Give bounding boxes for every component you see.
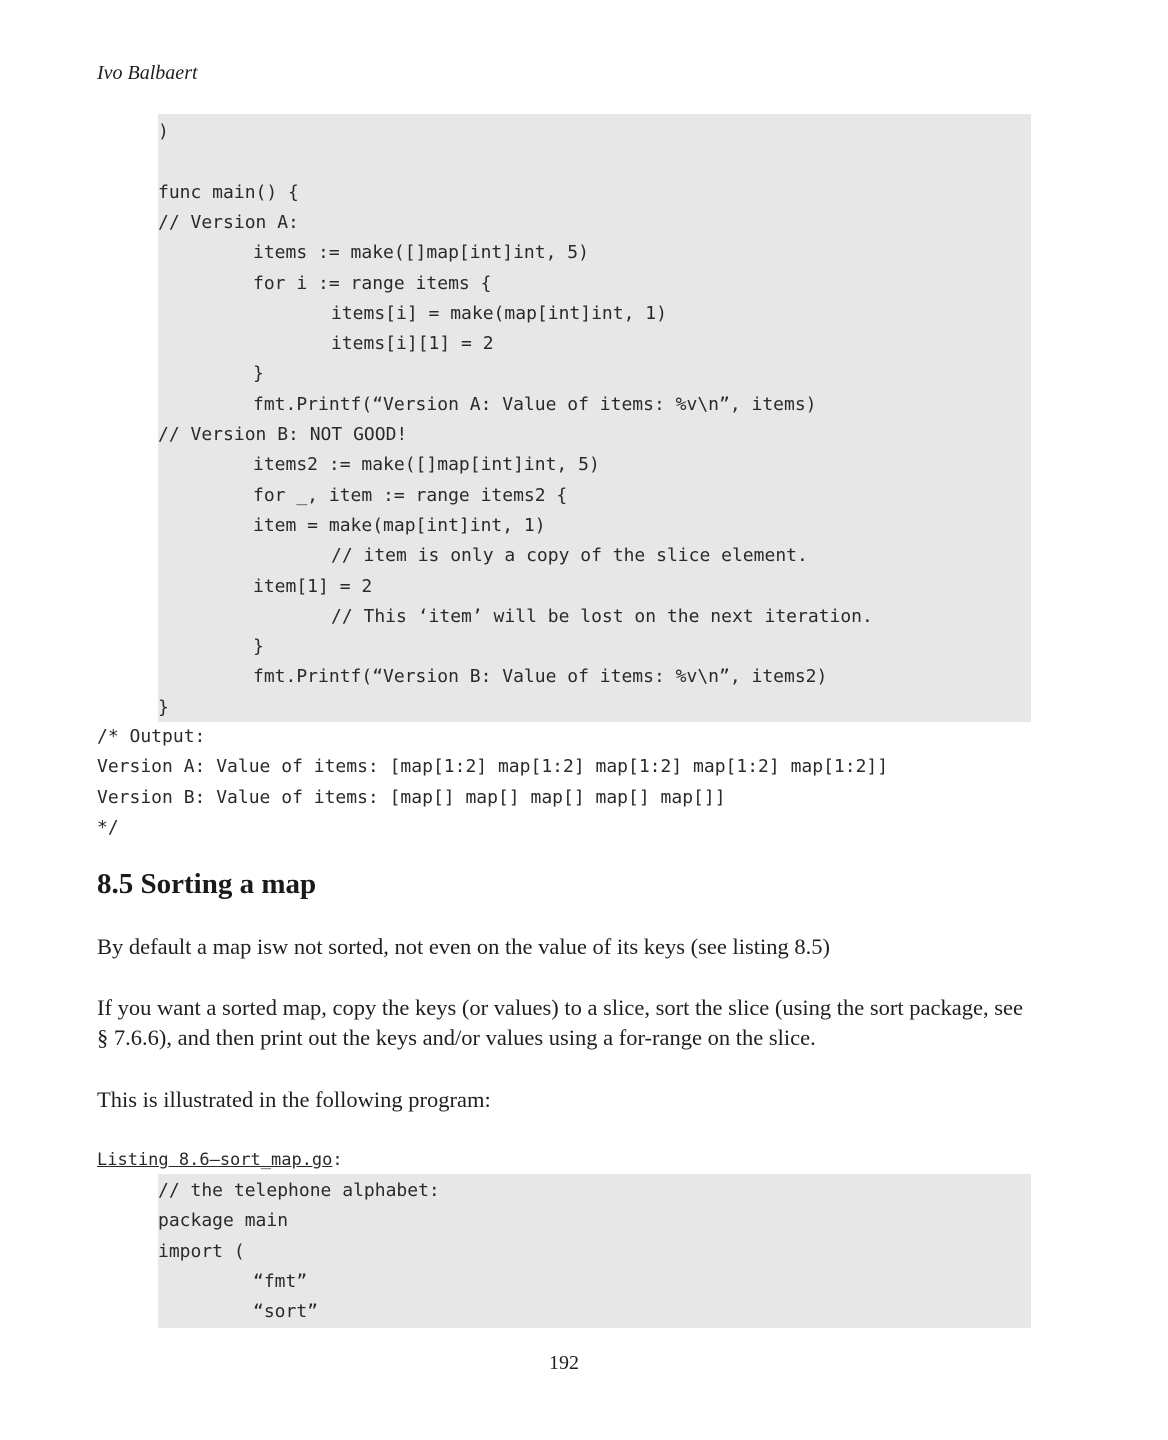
listing-caption-colon: : — [332, 1150, 343, 1170]
code-line: // Version A: — [158, 211, 299, 233]
output-line: /* Output: — [97, 726, 206, 747]
listing-caption — [97, 1150, 343, 1170]
code-line: “fmt” — [253, 1270, 308, 1292]
code-line: items[i][1] = 2 — [331, 333, 494, 355]
code-line: for i := range items { — [253, 272, 492, 294]
section-heading: 8.5 Sorting a map — [97, 868, 317, 900]
code-line: // This ‘item’ will be lost on the next iteration. — [331, 605, 873, 627]
paragraph-sorted-map-instructions: If you want a sorted map, copy the keys (or values) to a slice, sort the slice (using the sort package, see § 7.6.6), and then print out the keys and/or values using a for-range on the slice. — [97, 995, 1023, 1050]
page-number: 192 — [549, 1352, 579, 1374]
code-line: // item is only a copy of the slice element. — [331, 545, 808, 567]
code-line: items[i] = make(map[int]int, 1) — [331, 302, 667, 324]
code-line: item[1] = 2 — [253, 575, 373, 597]
code-line: // the telephone alphabet: — [158, 1180, 440, 1201]
paragraph-illustration-intro: This is illustrated in the following program: — [97, 1087, 491, 1112]
output-line: Version B: Value of items: [map[] map[] map[] map[] map[]] — [97, 786, 726, 808]
code-line: items := make([]map[int]int, 5) — [253, 242, 589, 264]
code-line: // Version B: NOT GOOD! — [158, 424, 408, 445]
code-line: import ( — [158, 1240, 245, 1262]
code-block-main — [158, 114, 1031, 722]
code-line: item = make(map[int]int, 1) — [253, 514, 546, 536]
code-line: fmt.Printf(“Version B: Value of items: %v\n”, items2) — [253, 666, 828, 688]
code-line: } — [158, 696, 169, 718]
code-line: for _, item := range items2 { — [253, 484, 568, 506]
output-line: Version A: Value of items: [map[1:2] map[1:2] map[1:2] map[1:2] map[1:2]] — [97, 756, 889, 778]
code-line: ) — [158, 121, 169, 142]
listing-caption-link[interactable]: Listing 8.6—sort_map.go — [97, 1150, 333, 1170]
code-line: func main() { — [158, 181, 299, 203]
output-line: */ — [97, 816, 119, 838]
code-line: } — [253, 363, 264, 385]
code-line: items2 := make([]map[int]int, 5) — [253, 454, 600, 476]
paragraph-default-unsorted: By default a map isw not sorted, not even on the value of its keys (see listing 8.5) — [97, 934, 830, 959]
code-line: package main — [158, 1210, 289, 1232]
code-line: “sort” — [253, 1301, 319, 1323]
code-line: } — [253, 636, 264, 658]
running-header-author: Ivo Balbaert — [97, 62, 198, 84]
code-line: fmt.Printf(“Version A: Value of items: %v\n”, items) — [253, 393, 817, 415]
